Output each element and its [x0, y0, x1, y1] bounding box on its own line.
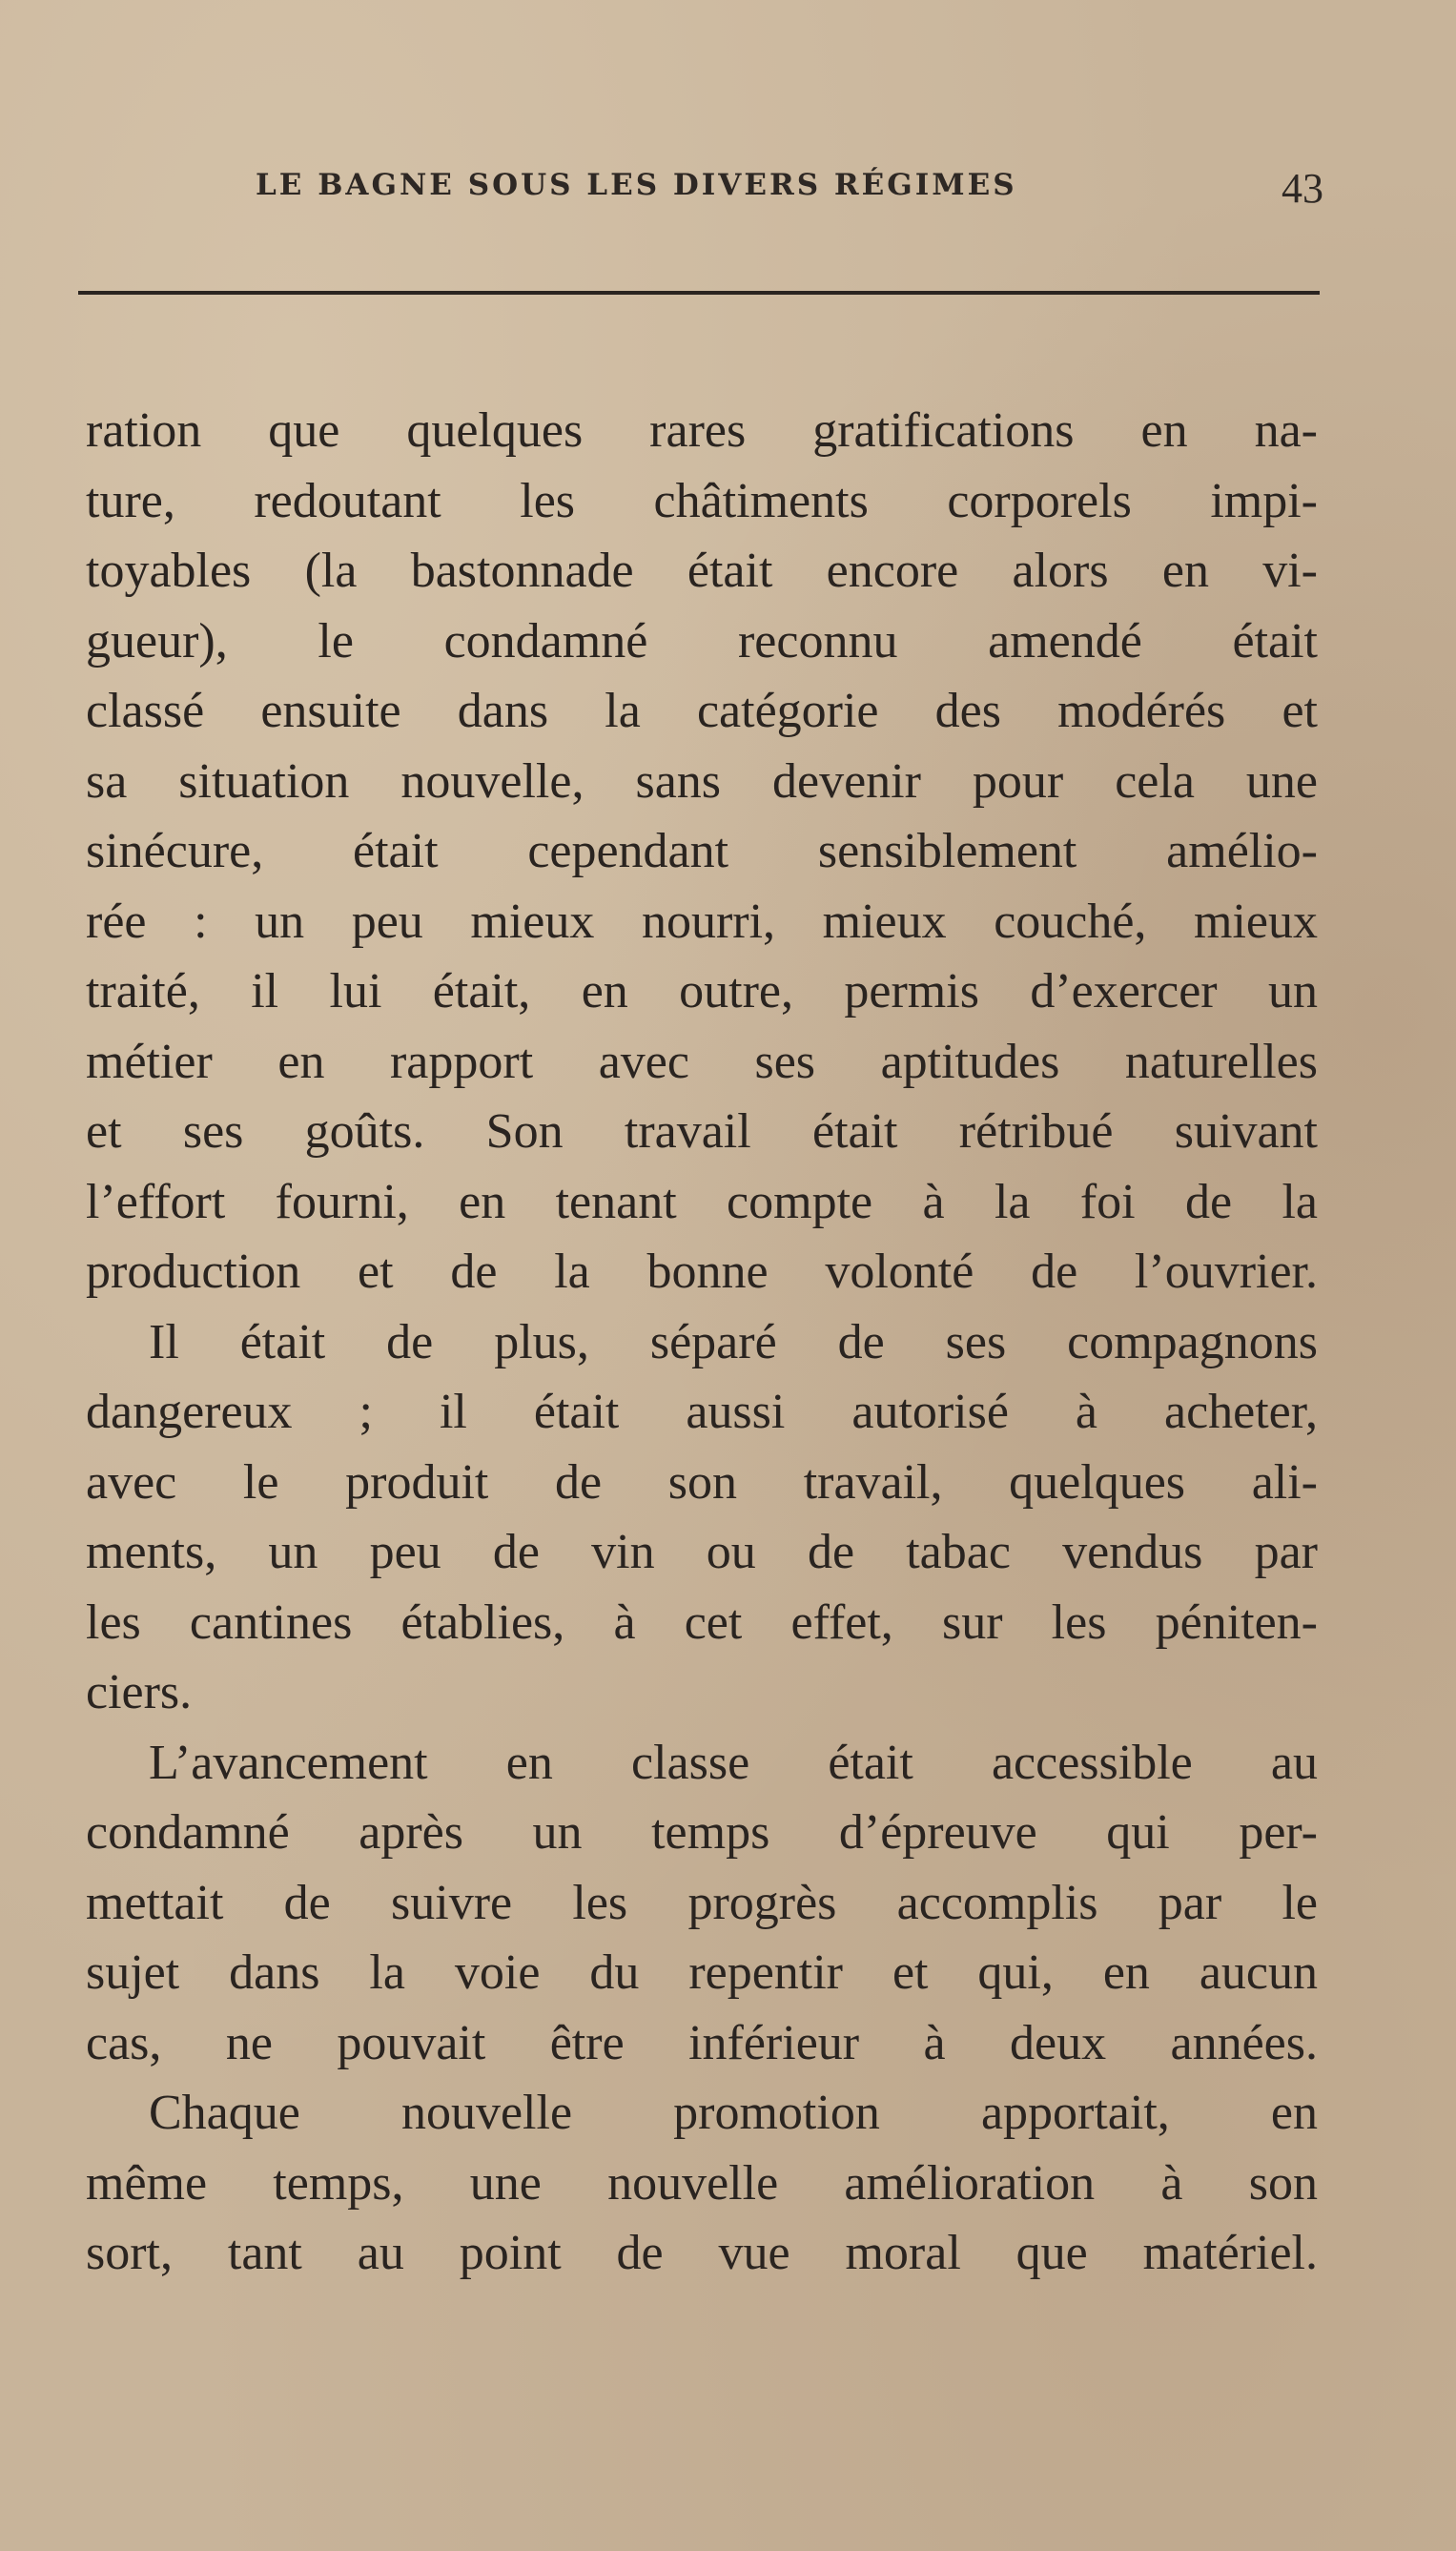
text-line: métier en rapport avec ses aptitudes naturelles: [86, 1034, 1318, 1089]
page-number: 43: [1282, 165, 1323, 212]
running-header: [256, 165, 1323, 216]
text-line: sa situation nouvelle, sans devenir pour cela une: [86, 753, 1318, 809]
running-title: LE BAGNE SOUS LES DIVERS RÉGIMES: [256, 168, 1017, 202]
text-line: classé ensuite dans la catégorie des modérés et: [86, 684, 1318, 738]
text-line: ration que quelques rares gratifications en na-: [86, 403, 1318, 458]
text-line: rée : un peu mieux nourri, mieux couché, mieux: [86, 894, 1318, 949]
text-line: sujet dans la voie du repentir et qui, en aucun: [86, 1945, 1318, 2000]
text-line: sort, tant au point de vue moral que matériel.: [86, 2226, 1318, 2280]
header-rule: [78, 291, 1320, 295]
text-line: ciers.: [86, 1665, 193, 1719]
text-line: Chaque nouvelle promotion apportait, en: [149, 2086, 1318, 2140]
text-line: sinécure, était cependant sensiblement amélio-: [86, 824, 1318, 878]
text-line: production et de la bonne volonté de l’ouvrier.: [86, 1245, 1318, 1299]
text-line: avec le produit de son travail, quelques ali-: [86, 1454, 1318, 1510]
text-line: mettait de suivre les progrès accomplis par le: [86, 1875, 1318, 1930]
text-line: ture, redoutant les châtiments corporels impi-: [86, 473, 1318, 528]
text-line: même temps, une nouvelle amélioration à son: [86, 2155, 1318, 2211]
text-line: condamné après un temps d’épreuve qui per-: [86, 1805, 1318, 1860]
text-line: l’effort fourni, en tenant compte à la foi de la: [86, 1174, 1318, 1229]
text-line: Il était de plus, séparé de ses compagnons: [149, 1314, 1318, 1369]
text-line: L’avancement en classe était accessible au: [149, 1735, 1318, 1790]
text-line: dangereux ; il était aussi autorisé à acheter,: [86, 1385, 1318, 1439]
text-line: gueur), le condamné reconnu amendé était: [86, 613, 1318, 669]
text-line: ments, un peu de vin ou de tabac vendus par: [86, 1525, 1318, 1579]
text-line: cas, ne pouvait être inférieur à deux années.: [86, 2015, 1318, 2070]
text-line: et ses goûts. Son travail était rétribué suivant: [86, 1104, 1318, 1159]
body-text: [86, 396, 1318, 2289]
text-line: traité, il lui était, en outre, permis d’exercer un: [86, 964, 1318, 1018]
text-line: les cantines établies, à cet effet, sur les péniten-: [86, 1594, 1318, 1650]
text-line: toyables (la bastonnade était encore alors en vi-: [86, 544, 1318, 598]
